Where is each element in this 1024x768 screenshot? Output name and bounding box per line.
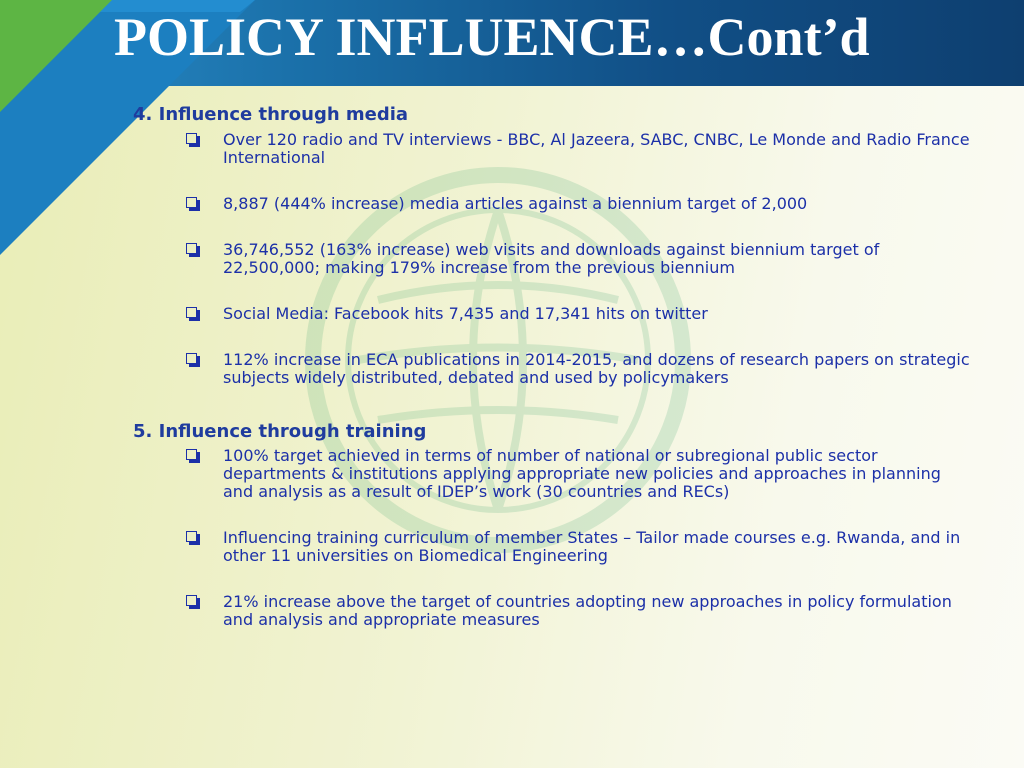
checkbox-bullet-icon [186,197,197,208]
list-item [186,593,976,629]
list-item [186,241,976,277]
bullet-text: 100% target achieved in terms of number of national or subregional public sector departments & institutions applying appropriate new policies and approaches in planning and analysis as a result of IDEP’s work (30 countries and RECs) [223,446,941,501]
bullet-text: 21% increase above the target of countries adopting new approaches in policy formulation and analysis and appropriate measures [223,592,952,629]
list-item [186,529,976,565]
slide-title: POLICY INFLUENCE…Cont’d [114,7,870,67]
checkbox-bullet-icon [186,133,197,144]
checkbox-bullet-icon [186,243,197,254]
list-item [186,447,976,501]
checkbox-bullet-icon [186,353,197,364]
checkbox-bullet-icon [186,531,197,542]
checkbox-bullet-icon [186,595,197,606]
bullet-text: 112% increase in ECA publications in 2014-2015, and dozens of research papers on strategic subjects widely distributed, debated and used by policymakers [223,350,970,387]
list-item [186,305,976,323]
checkbox-bullet-icon [186,449,197,460]
bullet-text: Influencing training curriculum of member States – Tailor made courses e.g. Rwanda, and in other 11 universities on Biomedical Engineering [223,528,961,565]
bullet-text: Social Media: Facebook hits 7,435 and 17,341 hits on twitter [223,304,708,323]
checkbox-bullet-icon [186,307,197,318]
list-item [186,351,976,387]
bullet-text: 8,887 (444% increase) media articles against a biennium target of 2,000 [223,194,808,213]
list-item [186,195,976,213]
list-item [186,131,976,167]
section-heading-training: 5. Influence through training [133,421,427,442]
bullet-text: 36,746,552 (163% increase) web visits and downloads against biennium target of 22,500,000; making 179% increase from the previous biennium [223,240,880,277]
bullet-text: Over 120 radio and TV interviews - BBC, Al Jazeera, SABC, CNBC, Le Monde and Radio France International [223,130,970,167]
section-heading-media: 4. Influence through media [133,104,409,125]
